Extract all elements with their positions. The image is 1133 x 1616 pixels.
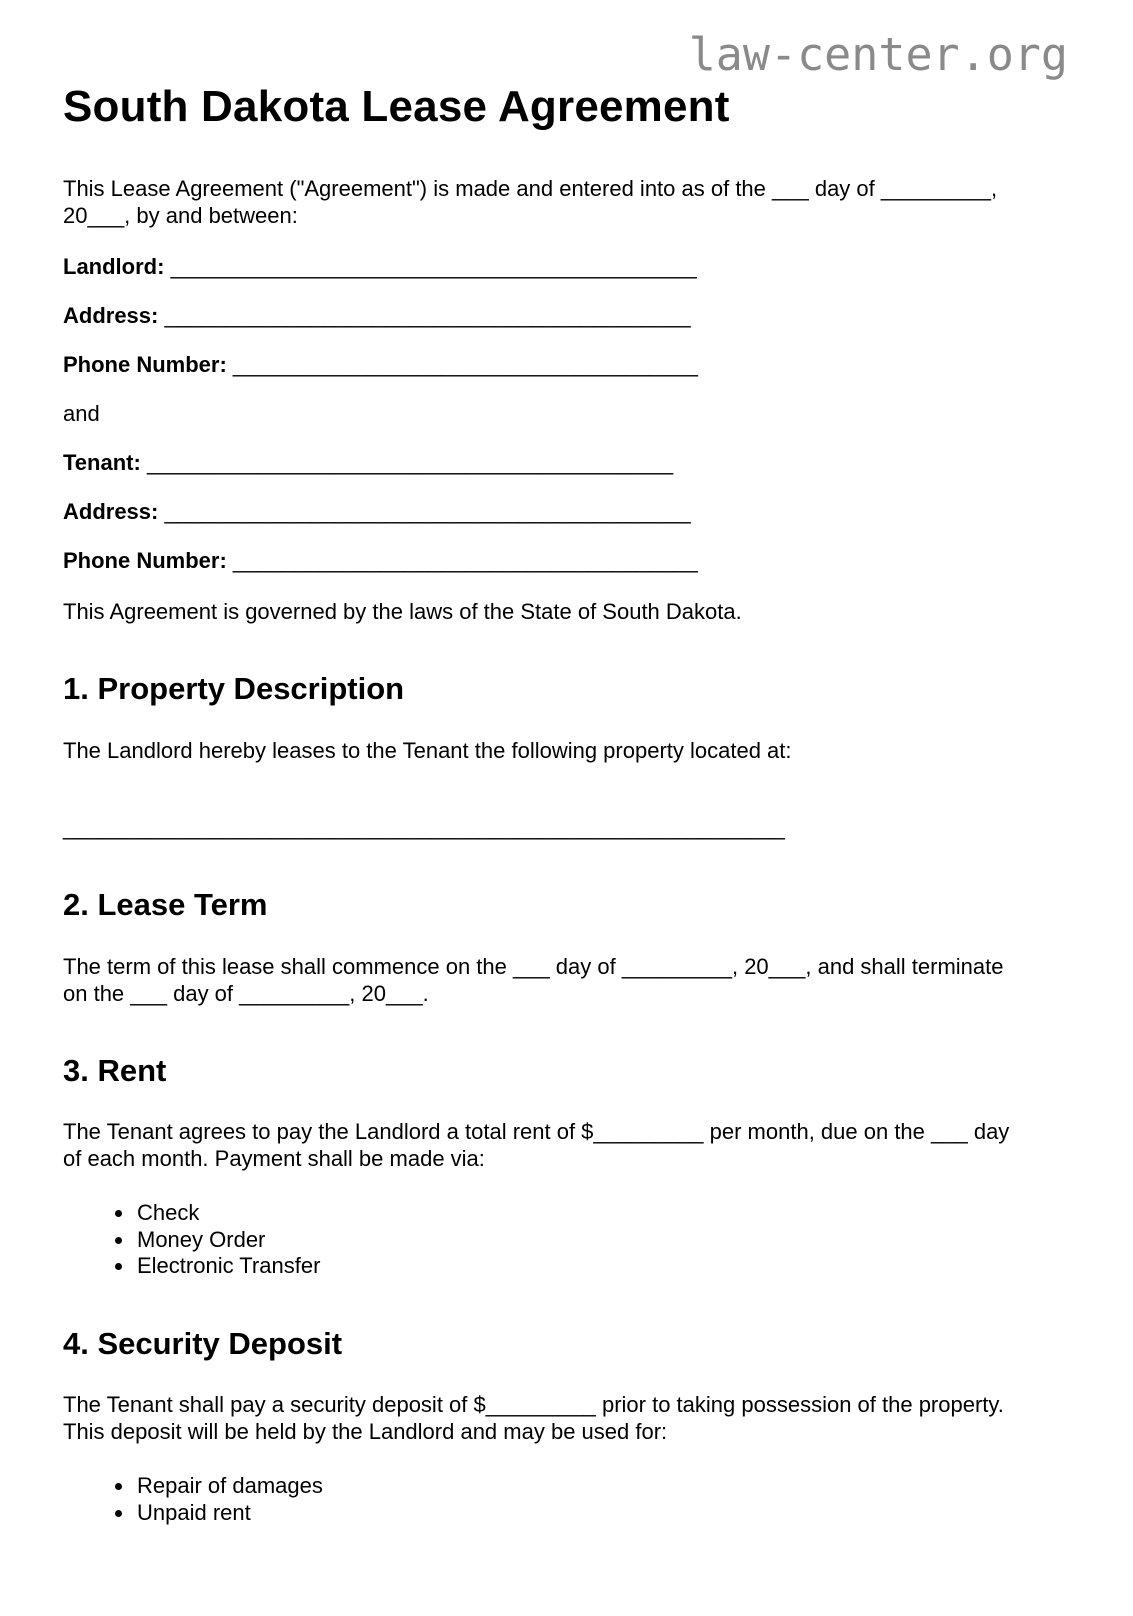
payment-methods-list — [63, 1200, 1070, 1280]
payment-method-money-order: • Money Order — [135, 1227, 1070, 1254]
tenant-name-label: Tenant: — [63, 450, 141, 476]
section-heading-lease-term: 2. Lease Term — [63, 887, 268, 923]
tenant-name-row — [63, 449, 1070, 476]
tenant-phone-label: Phone Number: — [63, 548, 227, 574]
section-heading-rent: 3. Rent — [63, 1052, 167, 1088]
property-address-blank-line: ___________________________________________________________ — [63, 815, 785, 841]
tenant-name-blank: ___________________________________________ — [146, 450, 674, 476]
connector-text: and — [63, 401, 100, 427]
property-address-blank — [63, 814, 1070, 841]
deposit-uses-list — [63, 1473, 1070, 1526]
tenant-phone-blank: ______________________________________ — [232, 548, 698, 574]
landlord-name-label: Landlord: — [63, 254, 165, 280]
landlord-address-blank: ___________________________________________ — [164, 303, 691, 329]
payment-method-check: • Check — [135, 1200, 1070, 1227]
deposit-use-unpaid-rent: • Unpaid rent — [135, 1500, 1070, 1527]
landlord-phone-label: Phone Number: — [63, 352, 227, 378]
rent-body: The Tenant agrees to pay the Landlord a total rent of $_________ per month, due on the ___ day of each month. Payment shall be made via: — [63, 1119, 1010, 1172]
landlord-name-blank: ___________________________________________ — [170, 254, 697, 280]
tenant-address-row — [63, 498, 1070, 525]
landlord-name-row — [63, 253, 1070, 280]
landlord-phone-blank: ______________________________________ — [232, 352, 698, 378]
document-title: South Dakota Lease Agreement — [63, 82, 730, 131]
section-heading-property-description: 1. Property Description — [63, 671, 405, 707]
intro-paragraph: This Lease Agreement ("Agreement") is made and entered into as of the ___ day of _________, 20___, by and between: — [63, 176, 998, 229]
landlord-phone-row — [63, 351, 1070, 378]
landlord-address-row — [63, 302, 1070, 329]
section-heading-security-deposit: 4. Security Deposit — [63, 1325, 343, 1361]
site-logo: law-center.org — [688, 28, 1068, 81]
security-deposit-body: The Tenant shall pay a security deposit of $_________ prior to taking possession of the property. This deposit will be held by the Landlord and may be used for: — [63, 1392, 1004, 1445]
property-description-body: The Landlord hereby leases to the Tenant the following property located at: — [63, 738, 792, 764]
deposit-use-repair: • Repair of damages — [135, 1473, 1070, 1500]
lease-term-body: The term of this lease shall commence on the ___ day of _________, 20___, and shall terminate on the ___ day of _________, 20___. — [63, 953, 1004, 1006]
tenant-phone-row — [63, 547, 1070, 574]
tenant-address-blank: ___________________________________________ — [164, 499, 691, 525]
tenant-address-label: Address: — [63, 499, 159, 525]
landlord-address-label: Address: — [63, 303, 159, 329]
payment-method-electronic-transfer: • Electronic Transfer — [135, 1253, 1070, 1280]
governing-law-text: This Agreement is governed by the laws of the State of South Dakota. — [63, 599, 742, 625]
